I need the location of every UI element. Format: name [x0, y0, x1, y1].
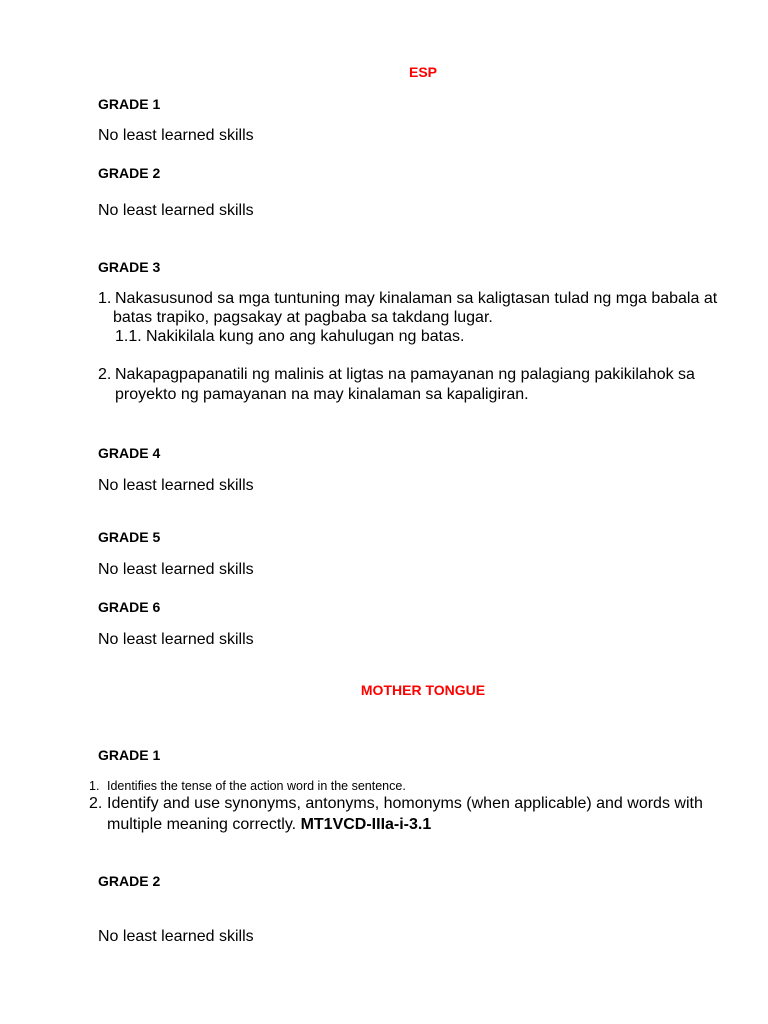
list-item-number: 1. [98, 290, 112, 307]
list-item-text-line: multiple meaning correctly. [107, 816, 297, 833]
mt-grade2-text: No least learned skills [98, 928, 254, 945]
list-item-text-line: Identify and use synonyms, antonyms, homonyms (when applicable) and words with [107, 795, 703, 812]
list-item-text-line-with-code [107, 815, 431, 835]
esp-grade1-text: No least learned skills [98, 127, 254, 144]
mt-grade2-heading: GRADE 2 [98, 873, 161, 889]
list-item-number: 1. [89, 779, 100, 793]
list-item-text-line: Nakasusunod sa mga tuntuning may kinalaman sa kaligtasan tulad ng mga babala at [115, 290, 718, 307]
esp-grade4-text: No least learned skills [98, 477, 254, 494]
list-item-number: 2. [89, 795, 103, 812]
list-item-number: 2. [98, 366, 112, 383]
sub-list-item-text: Nakikilala kung ano ang kahulugan ng batas. [146, 328, 465, 345]
list-item-text-line: Nakapagpapanatili ng malinis at ligtas na pamayanan ng palagiang pakikilahok sa [115, 366, 695, 383]
esp-grade3-heading: GRADE 3 [98, 259, 161, 275]
section-title-esp: ESP [408, 64, 437, 80]
list-item-text: Identifies the tense of the action word in the sentence. [107, 779, 406, 793]
esp-grade6-heading: GRADE 6 [98, 599, 161, 615]
esp-grade1-heading: GRADE 1 [98, 96, 161, 112]
esp-grade4-heading: GRADE 4 [98, 445, 161, 461]
esp-grade2-text: No least learned skills [98, 202, 254, 219]
section-title-mother-tongue: MOTHER TONGUE [360, 682, 486, 698]
esp-grade5-heading: GRADE 5 [98, 529, 161, 545]
competency-code: MT1VCD-IIIa-i-3.1 [300, 816, 432, 833]
esp-grade6-text: No least learned skills [98, 631, 254, 648]
esp-grade2-heading: GRADE 2 [98, 165, 161, 181]
list-item-text-line: batas trapiko, pagsakay at pagbaba sa takdang lugar. [113, 309, 493, 326]
sub-list-item-number: 1.1. [115, 328, 142, 345]
list-item-text-line: proyekto ng pamayanan na may kinalaman sa kapaligiran. [115, 386, 529, 403]
esp-grade5-text: No least learned skills [98, 561, 254, 578]
mt-grade1-heading: GRADE 1 [98, 747, 161, 763]
